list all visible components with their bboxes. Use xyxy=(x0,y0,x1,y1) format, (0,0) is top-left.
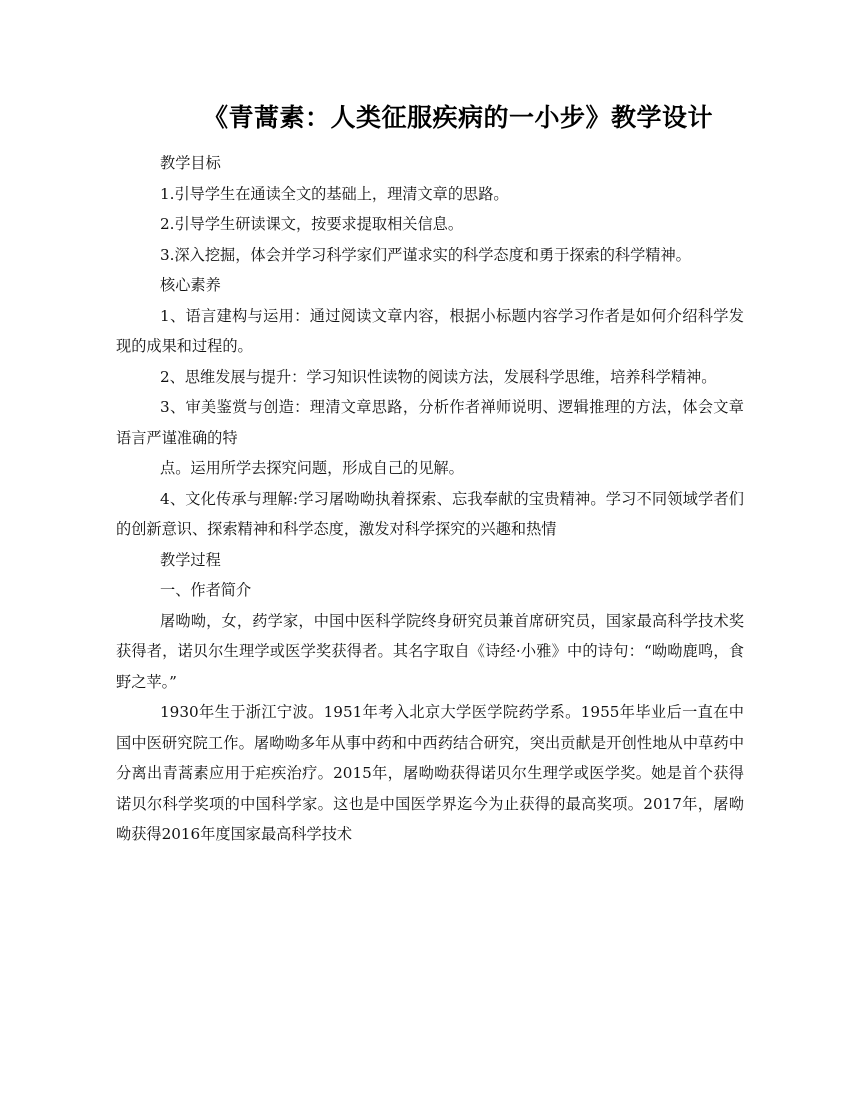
literacy-item-3: 3、审美鉴赏与创造：理清文章思路，分析作者禅师说明、逻辑推理的方法，体会文章语言严谨准确的特 xyxy=(116,398,744,447)
heading-teaching-goals: 教学目标 xyxy=(160,154,221,172)
literacy-item-1: 1、语言建构与运用：通过阅读文章内容，根据小标题内容学习作者是如何介绍科学发现的成果和过程的。 xyxy=(116,306,744,355)
section-author-intro: 一、作者简介 xyxy=(160,581,252,599)
heading-teaching-process: 教学过程 xyxy=(160,550,221,569)
goal-item-2: 2.引导学生研读课文，按要求提取相关信息。 xyxy=(160,215,464,233)
author-bio-paragraph: 屠呦呦，女，药学家，中国中医科学院终身研究员兼首席研究员，国家最高科学技术奖获得者，诺贝尔生理学或医学奖获得者。其名字取自《诗经·小雅》中的诗句：“呦呦鹿鸣，食野之苹。” xyxy=(116,611,744,691)
document-title: 《青蒿素：人类征服疾病的一小步》教学设计 xyxy=(202,103,713,132)
goal-item-1: 1.引导学生在通读全文的基础上，理清文章的思路。 xyxy=(160,184,509,203)
literacy-item-2: 2、思维发展与提升：学习知识性读物的阅读方法，发展科学思维，培养科学精神。 xyxy=(160,367,717,386)
author-career-paragraph: 1930年生于浙江宁波。1951年考入北京大学医学院药学系。1955年毕业后一直在中国中医研究院工作。屠呦呦多年从事中药和中西药结合研究，突出贡献是开创性地从中草药中分离出青蒿素应用于疟疾治疗。2015年，屠呦呦获得诺贝尔生理学或医学奖。她是首个获得诺贝尔科学奖项的中国科学家。这也是中国医学界迄今为止获得的最高奖项。2017年，屠呦呦获得2016年度国家最高科学技术 xyxy=(116,703,744,843)
heading-core-literacy: 核心素养 xyxy=(160,276,221,294)
document-body xyxy=(116,148,744,850)
literacy-item-4: 4、文化传承与理解:学习屠呦呦执着探索、忘我奉献的宝贵精神。学习不同领域学者们的创新意识、探索精神和科学态度，激发对科学探究的兴趣和热情 xyxy=(116,489,744,538)
goal-item-3: 3.深入挖掘，体会并学习科学家们严谨求实的科学态度和勇于探索的科学精神。 xyxy=(160,245,691,264)
literacy-item-3-continued: 点。运用所学去探究问题，形成自己的见解。 xyxy=(160,459,464,477)
